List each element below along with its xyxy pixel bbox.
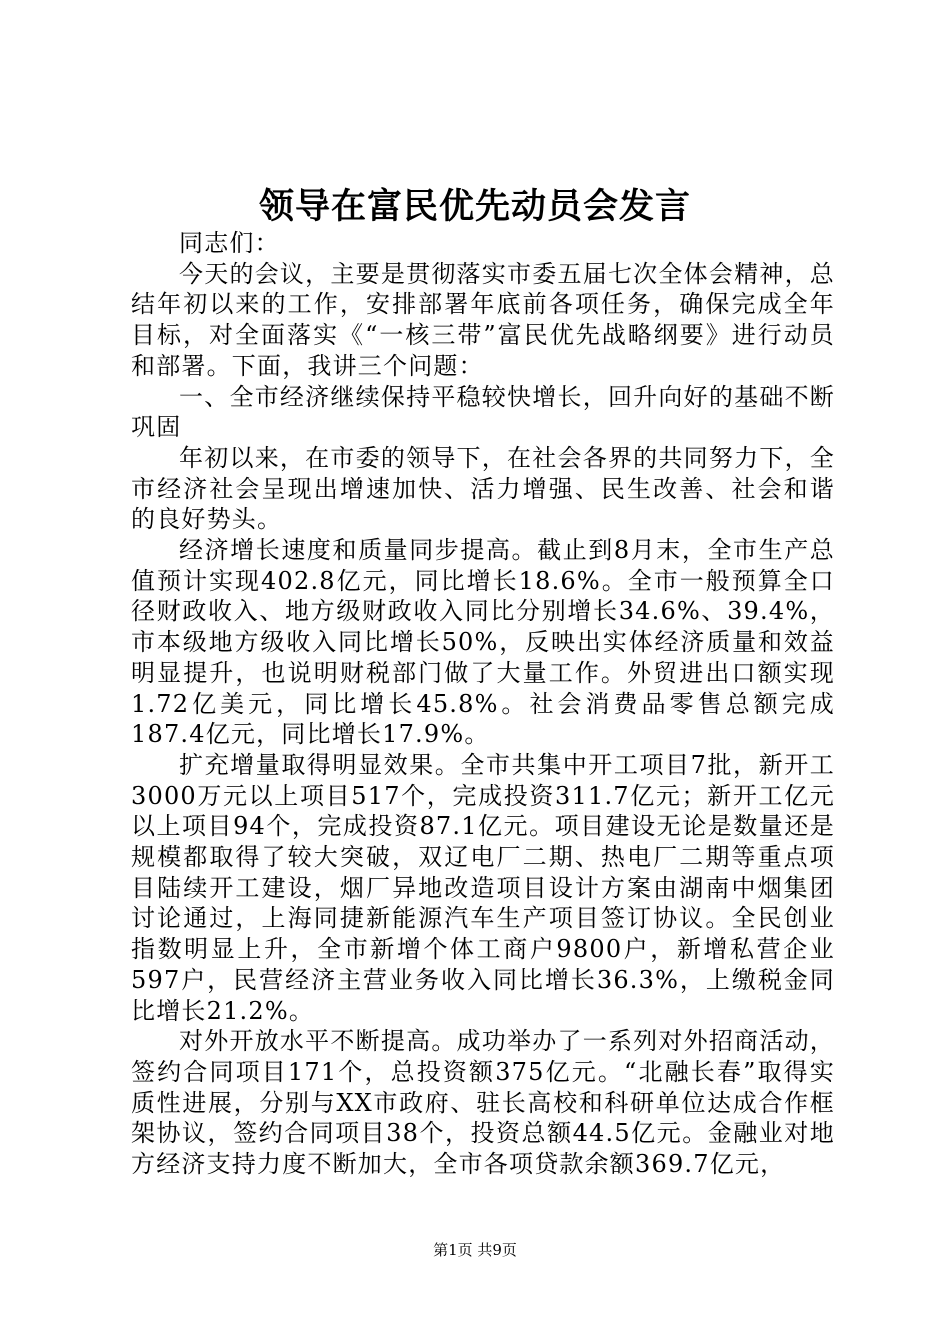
document-body bbox=[131, 228, 835, 1180]
section-heading: 一、全市经济继续保持平稳较快增长，回升向好的基础不断巩固 bbox=[131, 382, 835, 442]
page-number-footer: 第1页 共9页 bbox=[433, 1241, 517, 1259]
body-paragraph: 对外开放水平不断提高。成功举办了一系列对外招商活动，签约合同项目171个，总投资额375亿元。“北融长春”取得实质性进展，分别与XX市政府、驻长高校和科研单位达成合作框架协议，签约合同项目38个，投资总额44.5亿元。金融业对地方经济支持力度不断加大，全市各项贷款余额369.7亿元， bbox=[131, 1027, 835, 1179]
body-paragraph: 年初以来，在市委的领导下，在社会各界的共同努力下，全市经济社会呈现出增速加快、活力增强、民生改善、社会和谐的良好势头。 bbox=[131, 443, 835, 534]
body-paragraph: 经济增长速度和质量同步提高。截止到8月末，全市生产总值预计实现402.8亿元，同比增长18.6%。全市一般预算全口径财政收入、地方级财政收入同比分别增长34.6%、39.4%，市本级地方级收入同比增长50%，反映出实体经济质量和效益明显提升，也说明财税部门做了大量工作。外贸进出口额实现1.72亿美元，同比增长45.8%。社会消费品零售总额完成187.4亿元，同比增长17.9%。 bbox=[131, 536, 835, 749]
document-title: 领导在富民优先动员会发言 bbox=[258, 186, 691, 227]
intro-paragraph: 今天的会议，主要是贯彻落实市委五届七次全体会精神，总结年初以来的工作，安排部署年底前各项任务，确保完成全年目标，对全面落实《“一核三带”富民优先战略纲要》进行动员和部署。下面，我讲三个问题： bbox=[131, 259, 835, 380]
body-paragraph: 扩充增量取得明显效果。全市共集中开工项目7批，新开工3000万元以上项目517个，完成投资311.7亿元；新开工亿元以上项目94个，完成投资87.1亿元。项目建设无论是数量还是规模都取得了较大突破，双辽电厂二期、热电厂二期等重点项目陆续开工建设，烟厂异地改造项目设计方案由湖南中烟集团讨论通过，上海同捷新能源汽车生产项目签订协议。全民创业指数明显上升，全市新增个体工商户9800户，新增私营企业597户，民营经济主营业务收入同比增长36.3%，上缴税金同比增长21.2%。 bbox=[131, 750, 835, 1025]
salutation: 同志们： bbox=[179, 229, 280, 257]
